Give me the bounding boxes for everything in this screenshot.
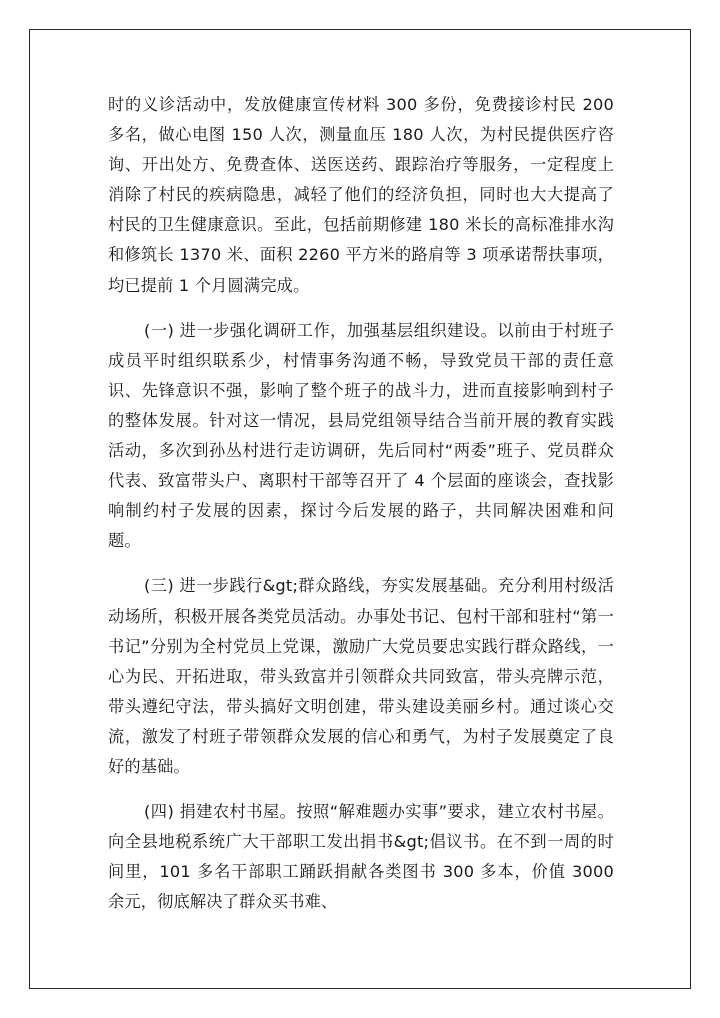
- paragraph-section-four-library: (四) 捐建农村书屋。按照“解难题办实事”要求，建立农村书屋。向全县地税系统广大干部职工发出捐书&gt;倡议书。在不到一周的时间里，101 多名干部职工踊跃捐献各类图书 300 多本，价值 3000 余元，彻底解决了群众买书难、: [108, 802, 614, 912]
- paragraph-health-clinic-results: 时的义诊活动中，发放健康宣传材料 300 多份，免费接诊村民 200 多名，做心电图 150 人次，测量血压 180 人次，为村民提供医疗咨询、开出处方、免费查体、送医送药、跟踪治疗等服务，一定程度上消除了村民的疾病隐患，减轻了他们的经济负担，同时也大大提高了村民的卫生健康意识。至此，包括前期修建 180 米长的高标准排水沟和修筑长 1370 米、面积 2260 平方米的路肩等 3 项承诺帮扶事项，均已提前 1 个月圆满完成。: [108, 95, 614, 295]
- document-body: [108, 90, 614, 917]
- paragraph-section-one-research: (一) 进一步强化调研工作，加强基层组织建设。以前由于村班子成员平时组织联系少，村情事务沟通不畅，导致党员干部的责任意识、先锋意识不强，影响了整个班子的战斗力，进而直接影响到村子的整体发展。针对这一情况，县局党组领导结合当前开展的教育实践活动，多次到孙丛村进行走访调研，先后同村“两委”班子、党员群众代表、致富带头户、离职村干部等召开了 4 个层面的座谈会，查找影响制约村子发展的因素，探讨今后发展的路子，共同解决困难和问题。: [108, 320, 614, 551]
- paragraph-section-three-mass-line: (三) 进一步践行&gt;群众路线，夯实发展基础。充分利用村级活动场所，积极开展各类党员活动。办事处书记、包村干部和驻村“第一书记”分别为全村党员上党课，激励广大党员要忠实践行群众路线，一心为民、开拓进取，带头致富并引领群众共同致富，带头亮牌示范，带头遵纪守法，带头搞好文明创建，带头建设美丽乡村。通过谈心交流，激发了村班子带领群众发展的信心和勇气，为村子发展奠定了良好的基础。: [108, 576, 614, 776]
